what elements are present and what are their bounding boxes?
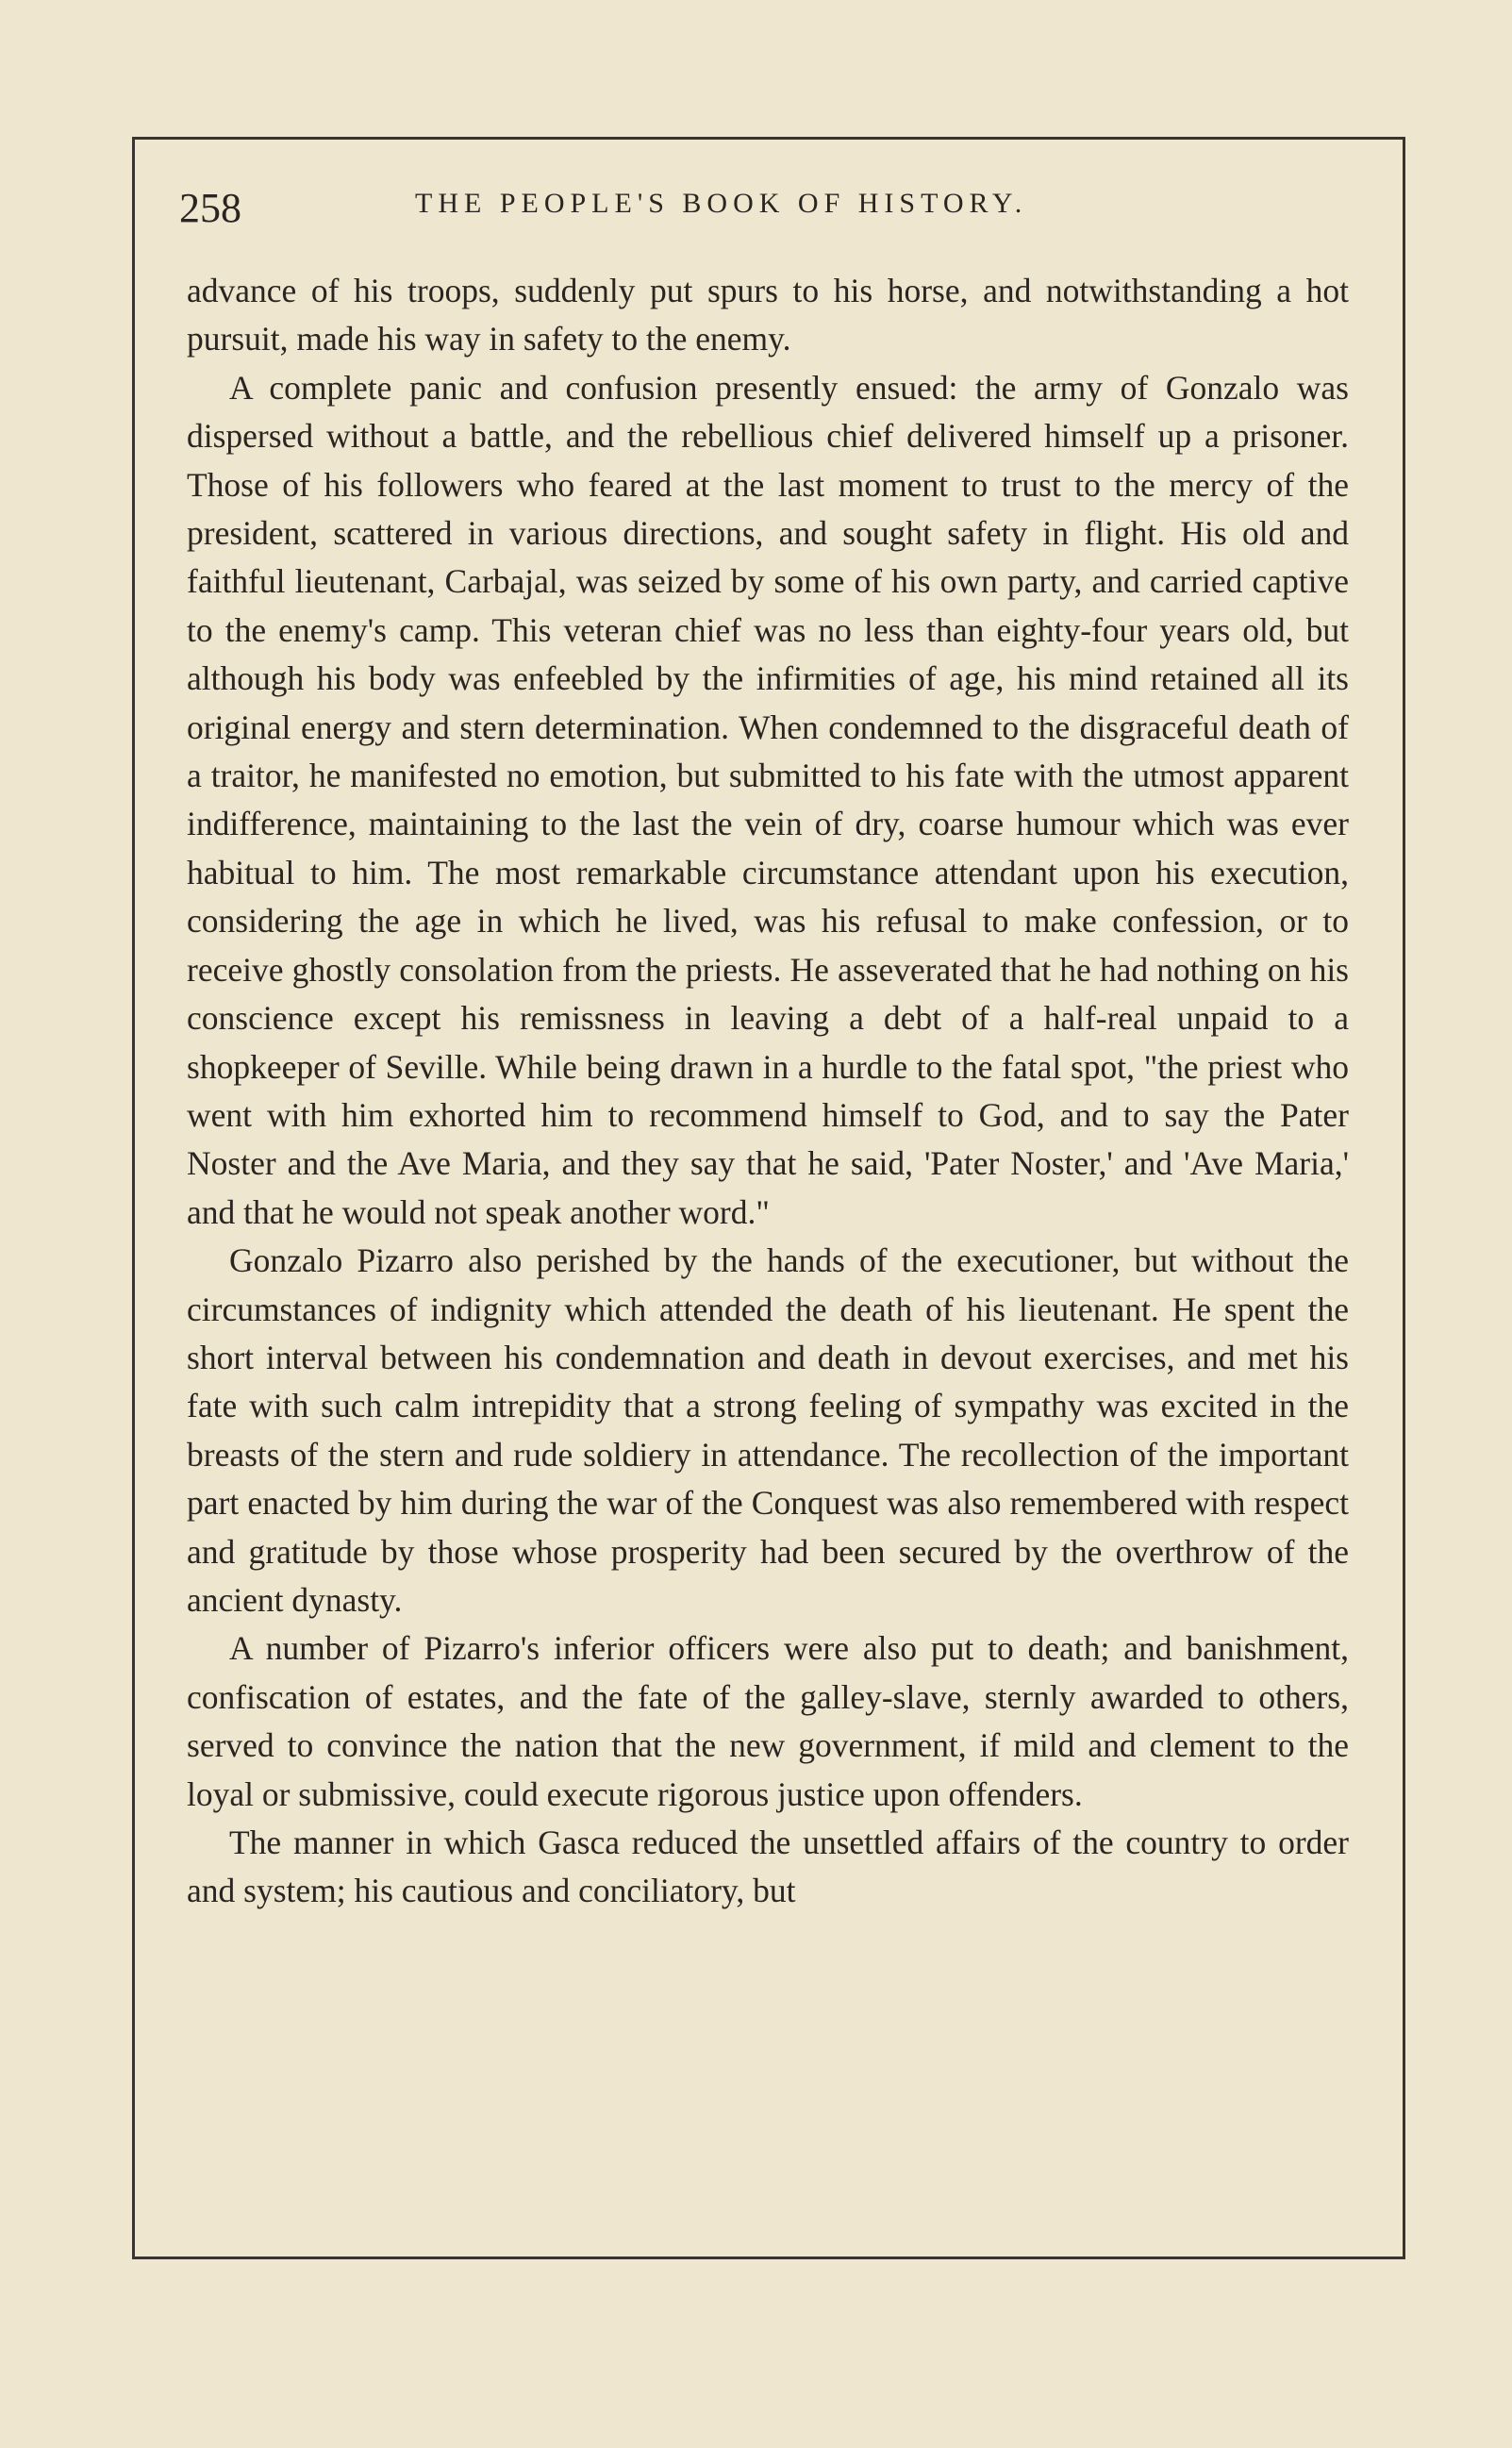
paragraph: A number of Pizarro's inferior officers were also put to death; and banishment, confiscation of estates, and the fate of the galley-slave, sternly awarded to others, served to convince the nation that the new government, if mild and clement to the loyal or submissive, could execute rigorous justice upon offenders. [187,1629,1349,1813]
paragraph: A complete panic and confusion presently ensued: the army of Gonzalo was dispersed without a battle, and the rebellious chief delivered himself up a prisoner. Those of his followers who feared at the last moment to trust to the mercy of the president, scattered in various directions, and sought safety in flight. His old and faithful lieutenant, Carbajal, was seized by some of his own party, and carried captive to the enemy's camp. This veteran chief was no less than eighty-four years old, but although his body was enfeebled by the infirmities of age, his mind retained all its original energy and stern determination. When condemned to the disgraceful death of a traitor, he manifested no emotion, but submitted to his fate with the utmost apparent indifference, maintaining to the last the vein of dry, coarse humour which was ever habitual to him. The most remarkable circumstance attendant upon his execution, considering the age in which he lived, was his refusal to make confession, or to receive ghostly consolation from the priests. He asseverated that he had nothing on his conscience except his remissness in leaving a debt of a half-real unpaid to a shopkeeper of Seville. While being drawn in a hurdle to the fatal spot, "the priest who went with him exhorted him to recommend himself to God, and to say the Pater Noster and the Ave Maria, and they say that he said, 'Pater Noster,' and 'Ave Maria,' and that he would not speak another word." [187,368,1349,1231]
body-text [187,267,1349,1916]
running-title: THE PEOPLE'S BOOK OF HISTORY. [415,188,1028,219]
page-number: 258 [179,185,241,231]
running-head [179,184,1396,241]
paragraph: The manner in which Gasca reduced the unsettled affairs of the country to order and system; his cautious and conciliatory, but [187,1824,1349,1910]
paragraph: Gonzalo Pizarro also perished by the hands of the executioner, but without the circumstances of indignity which attended the death of his lieutenant. He spent the short interval between his condemnation and death in devout exercises, and met his fate with such calm intrepidity that a strong feeling of sympathy was excited in the breasts of the stern and rude soldiery in attendance. The recollection of the important part enacted by him during the war of the Conquest was also remembered with respect and gratitude by those whose prosperity had been secured by the overthrow of the ancient dynasty. [187,1241,1349,1619]
paragraph: advance of his troops, suddenly put spurs to his horse, and notwithstanding a hot pursuit, made his way in safety to the enemy. [187,272,1349,358]
